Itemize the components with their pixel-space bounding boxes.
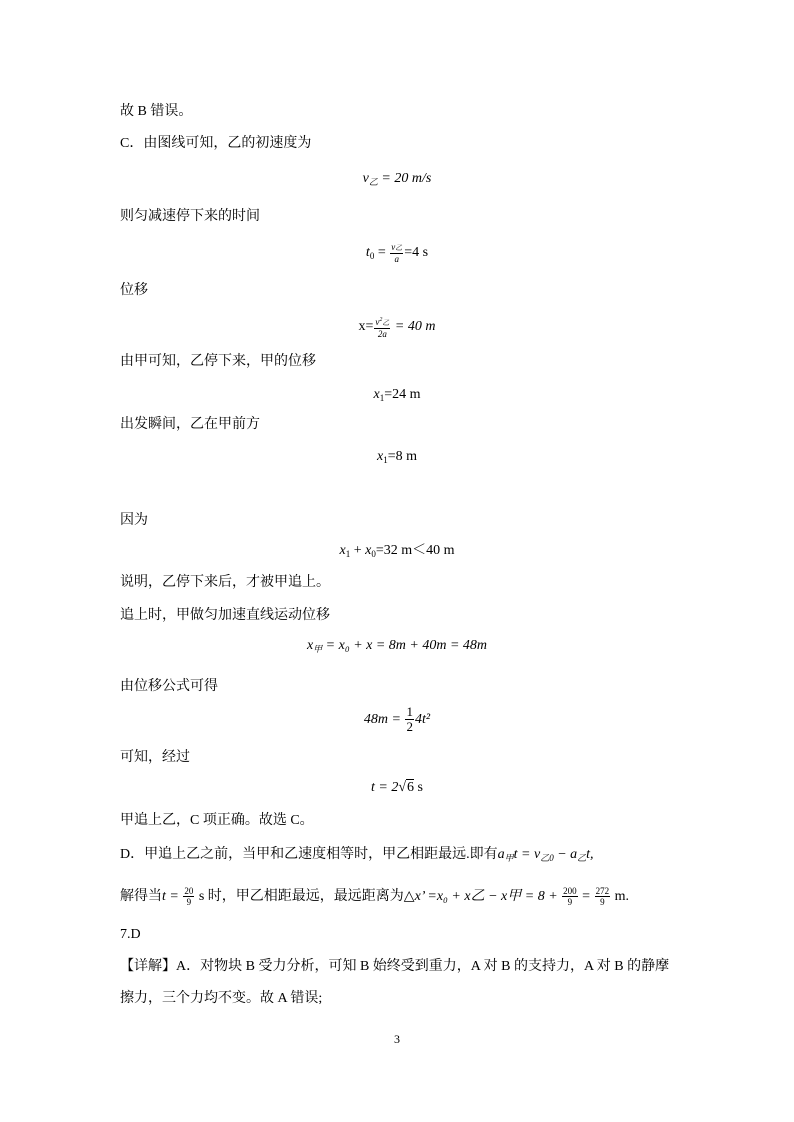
text-line: 故 B 错误。 bbox=[120, 104, 193, 119]
fraction-denominator: 9 bbox=[567, 897, 573, 908]
math-expression: =32 m＜40 m bbox=[375, 543, 455, 558]
text-line: 说明，乙停下来后，才被甲追上。 bbox=[120, 575, 330, 590]
text-line: 位移 bbox=[120, 283, 148, 298]
fraction bbox=[183, 886, 194, 907]
math-expression: t, bbox=[586, 847, 594, 862]
text-segment: s 时，甲乙相距最远，最远距离为 bbox=[195, 889, 404, 904]
math-symbol: △x’ = bbox=[403, 889, 437, 904]
math-subscript: 乙 bbox=[382, 318, 390, 327]
math-expression: = 40 m bbox=[391, 319, 436, 334]
math-expression: x₀ + x乙 − x甲 = 8 + bbox=[436, 889, 562, 904]
fraction bbox=[390, 242, 403, 264]
math-symbol: v bbox=[362, 171, 369, 186]
equation bbox=[0, 705, 794, 735]
sqrt-symbol: √ bbox=[398, 780, 407, 795]
math-expression: s bbox=[414, 780, 423, 795]
math-operator: = bbox=[578, 889, 594, 904]
math-expression: t = 2 bbox=[371, 780, 399, 795]
fraction bbox=[595, 886, 611, 907]
math-symbol: t bbox=[365, 245, 370, 260]
equation bbox=[0, 169, 794, 192]
text-line bbox=[120, 845, 594, 868]
text-line: 因为 bbox=[120, 513, 148, 528]
math-symbol: x bbox=[365, 543, 372, 558]
math-subscript: 1 bbox=[379, 393, 385, 403]
math-symbol: x bbox=[306, 638, 314, 653]
fraction bbox=[405, 705, 414, 734]
equation bbox=[0, 447, 794, 470]
math-subscript: 0 bbox=[369, 251, 375, 261]
math-subscript: 0 bbox=[371, 549, 376, 559]
fraction-denominator: 9 bbox=[186, 897, 192, 908]
equation bbox=[0, 385, 794, 408]
math-expression: =8 m bbox=[387, 449, 417, 464]
fraction-numerator: 20 bbox=[184, 886, 194, 897]
math-symbol: x= bbox=[358, 319, 374, 334]
page-number: 3 bbox=[394, 1032, 400, 1046]
math-subscript: 甲 bbox=[313, 644, 323, 654]
math-expression: 4t² bbox=[414, 712, 431, 727]
math-operator: = bbox=[374, 245, 390, 260]
math-expression: 48m = bbox=[363, 712, 405, 727]
text-line: 甲追上乙，C 项正确。故选 C。 bbox=[120, 813, 314, 828]
math-symbol: x bbox=[373, 387, 380, 402]
math-subscript: 乙 bbox=[368, 177, 378, 187]
math-expression: t = v bbox=[513, 847, 541, 862]
math-expression: − a bbox=[553, 847, 578, 862]
equation bbox=[0, 313, 794, 341]
equation bbox=[0, 636, 794, 659]
fraction-numerator: 200 bbox=[563, 886, 577, 897]
fraction-denominator: 2a bbox=[377, 328, 387, 339]
math-subscript: 乙 bbox=[395, 243, 403, 252]
sqrt-radicand: 6 bbox=[407, 780, 415, 795]
fraction-denominator: 9 bbox=[600, 897, 605, 908]
fraction-numerator: v bbox=[391, 241, 396, 252]
equation bbox=[0, 241, 794, 268]
text-line: 由位移公式可得 bbox=[120, 679, 218, 694]
math-subscript: 乙 bbox=[577, 853, 587, 863]
text-segment: 解得当 bbox=[120, 889, 162, 904]
equation bbox=[0, 541, 794, 564]
math-expression: =4 s bbox=[404, 245, 429, 260]
fraction-numerator: 1 bbox=[406, 704, 413, 720]
math-expression: t = bbox=[162, 889, 183, 904]
text-line: 追上时，甲做匀加速直线运动位移 bbox=[120, 608, 330, 623]
text-line: 则匀减速停下来的时间 bbox=[120, 209, 260, 224]
math-expression: =24 m bbox=[384, 387, 421, 402]
text-line: 出发瞬间，乙在甲前方 bbox=[120, 417, 260, 432]
math-symbol: a bbox=[497, 847, 505, 862]
text-segment: D．甲追上乙之前，当甲和乙速度相等时，甲乙相距最远.即有 bbox=[120, 847, 498, 862]
text-line bbox=[120, 885, 629, 909]
text-segment: m. bbox=[611, 889, 629, 904]
text-line: 由甲可知，乙停下来，甲的位移 bbox=[120, 354, 316, 369]
math-expression: = 20 m/s bbox=[377, 171, 432, 186]
fraction bbox=[374, 315, 390, 339]
math-symbol: x bbox=[339, 543, 346, 558]
math-symbol: x bbox=[376, 449, 384, 464]
fraction-denominator: 2 bbox=[406, 719, 413, 735]
math-subscript: 1 bbox=[345, 549, 351, 559]
text-line: C．由图线可知，乙的初速度为 bbox=[120, 136, 312, 151]
question-number: 7.D bbox=[120, 927, 141, 942]
math-operator: + bbox=[350, 543, 366, 558]
equation bbox=[0, 778, 794, 798]
fraction-numerator: 272 bbox=[595, 886, 610, 897]
fraction bbox=[562, 886, 578, 907]
text-line: 可知，经过 bbox=[120, 750, 190, 765]
text-line: 【详解】A．对物块 B 受力分析，可知 B 始终受到重力，A 对 B 的支持力，A 对 B 的静摩 bbox=[120, 959, 670, 974]
fraction-denominator: a bbox=[394, 253, 399, 264]
math-expression: = x₀ + x = 8m + 40m = 48m bbox=[322, 638, 488, 653]
math-subscript: 1 bbox=[383, 455, 388, 465]
math-subscript: 乙0 bbox=[540, 853, 554, 863]
text-line: 擦力，三个力均不变。故 A 错误; bbox=[120, 991, 323, 1006]
math-superscript: 2 bbox=[379, 316, 383, 323]
fraction-numerator: v bbox=[375, 316, 380, 327]
math-subscript: 甲 bbox=[504, 853, 514, 863]
